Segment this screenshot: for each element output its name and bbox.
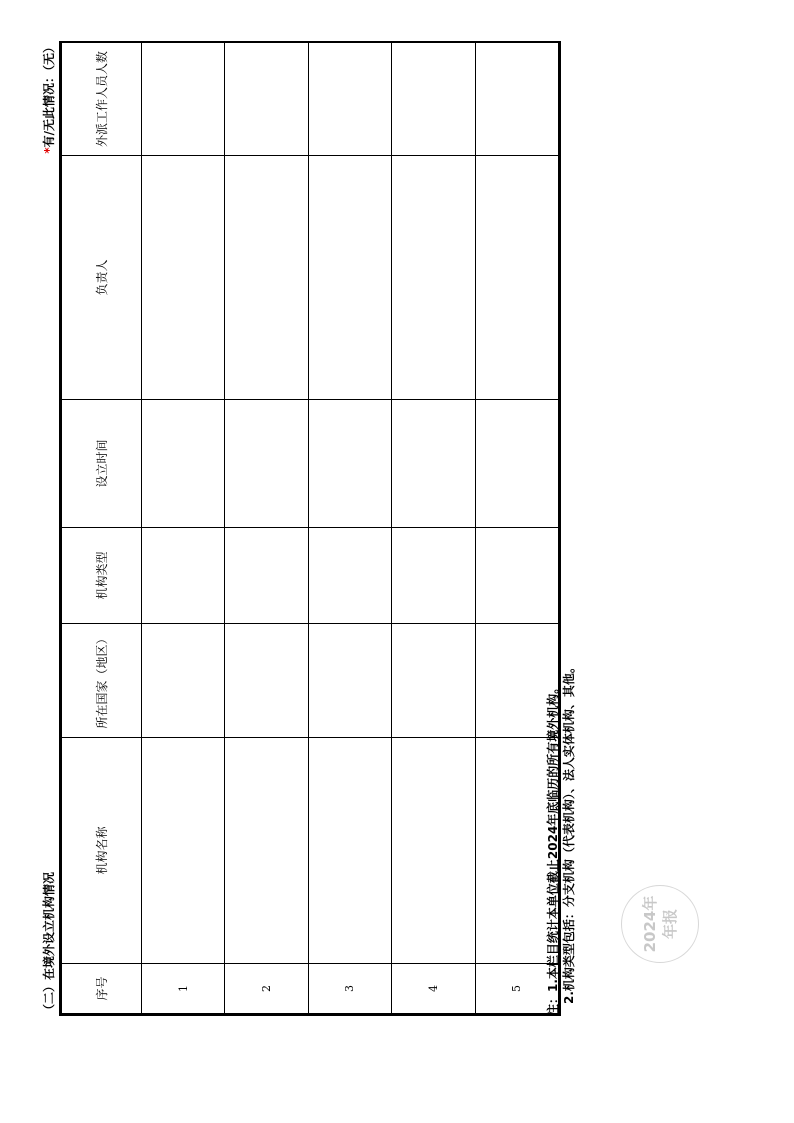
row-index: 4 <box>392 964 475 1014</box>
cell-established-date <box>308 400 391 528</box>
header-established-date: 设立时间 <box>62 400 142 528</box>
header-expatriate-staff-count: 外派工作人员人数 <box>62 43 142 156</box>
annual-report-watermark <box>621 885 699 963</box>
cell-institution-name <box>225 738 308 964</box>
cell-institution-type <box>308 528 391 624</box>
table-header-row <box>62 43 142 1014</box>
cell-person-in-charge <box>475 156 558 400</box>
table-notes <box>545 456 577 1016</box>
header-institution-name: 机构名称 <box>62 738 142 964</box>
header-person-in-charge: 负责人 <box>62 156 142 400</box>
table-row <box>142 43 225 1014</box>
note-line-2: 2.机构类型包括：分支机构（代表机构）、法人实体机构、其他。 <box>562 661 576 1004</box>
row-index: 1 <box>142 964 225 1014</box>
cell-person-in-charge <box>308 156 391 400</box>
header-institution-type: 机构类型 <box>62 528 142 624</box>
row-index: 2 <box>225 964 308 1014</box>
overseas-institutions-table <box>59 41 561 1016</box>
table-row <box>225 43 308 1014</box>
rotated-page <box>40 41 679 1016</box>
cell-country-region <box>392 624 475 738</box>
note-line-1: 注：1.本栏目统计本单位截止2024年底临历的所有境外机构。 <box>546 681 560 1016</box>
cell-institution-type <box>392 528 475 624</box>
cell-country-region <box>308 624 391 738</box>
cell-institution-name <box>392 738 475 964</box>
required-mark: * <box>42 147 56 154</box>
row-index: 3 <box>308 964 391 1014</box>
cell-institution-type <box>225 528 308 624</box>
header-country-region: 所在国家（地区） <box>62 624 142 738</box>
cell-institution-name <box>308 738 391 964</box>
status-line <box>40 41 59 154</box>
cell-institution-name <box>142 738 225 964</box>
cell-established-date <box>225 400 308 528</box>
cell-established-date <box>142 400 225 528</box>
header-index: 序号 <box>62 964 142 1014</box>
cell-expatriate-staff-count <box>475 43 558 156</box>
watermark-line-1: 2024年 <box>641 895 659 953</box>
cell-expatriate-staff-count <box>392 43 475 156</box>
table-row <box>392 43 475 1014</box>
cell-institution-type <box>142 528 225 624</box>
cell-person-in-charge <box>392 156 475 400</box>
table-row <box>308 43 391 1014</box>
cell-expatriate-staff-count <box>225 43 308 156</box>
cell-expatriate-staff-count <box>142 43 225 156</box>
cell-country-region <box>225 624 308 738</box>
watermark-line-2: 年报 <box>661 909 679 940</box>
status-label: 有/无此情况：（无） <box>42 41 56 148</box>
cell-established-date <box>392 400 475 528</box>
cell-person-in-charge <box>225 156 308 400</box>
cell-person-in-charge <box>142 156 225 400</box>
section-title: （二）在境外设立机构情况 <box>42 871 56 1016</box>
cell-country-region <box>142 624 225 738</box>
row-index: 5 <box>475 964 558 1014</box>
cell-expatriate-staff-count <box>308 43 391 156</box>
